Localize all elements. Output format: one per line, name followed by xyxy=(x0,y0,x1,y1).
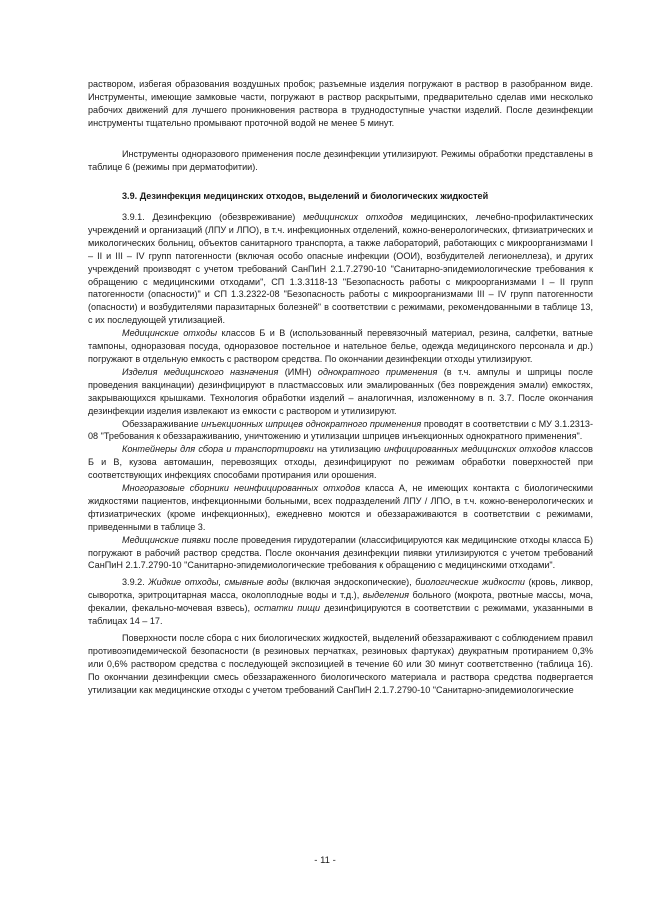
body-text xyxy=(88,211,593,697)
paragraph-reusable-bins xyxy=(88,482,593,534)
italic-term: однократного применения xyxy=(317,366,438,377)
paragraph-medical-devices xyxy=(88,366,593,418)
text-run: 3.9.1. Дезинфекцию (обезвреживание) xyxy=(122,212,304,222)
italic-term: инъекционных шприцев однократного применения xyxy=(201,418,422,429)
text-run: после проведения гирудотерапии (классифицируются как медицинские отходы класса Б) погружают в рабочий раствор средства. После окончания дезинфекции пиявки утилизируются с учетом требований СанПиН 2.1.7.2790-10 "Санитарно-эпидемиологические требования к обращению с медицинскими отходами". xyxy=(88,534,593,571)
paragraph-text: раствором, избегая образования воздушных пробок; разъемные изделия погружают в раствор в разобранном виде. Инструменты, имеющие замковые части, погружают в раствор раскрытыми, предварительно сделав ими несколько рабочих движений для лучшего проникновения раствора в труднодоступные участки изделий. После дезинфекции инструменты тщательно промывают проточной водой не менее 5 минут. xyxy=(88,79,593,128)
italic-term: медицинских отходов xyxy=(303,212,403,222)
italic-term: инфицированных медицинских отходов xyxy=(383,444,557,455)
text-run: (ИМН) xyxy=(278,366,318,377)
text-run: классов Б и В (использованный перевязочный материал, резина, салфетки, ватные тампоны, одноразовая посуда, одноразовое постельное и нательное белье, одежда медицинского персонала и др.) погружают в отдельную емкость с раствором средства. По окончании дезинфекции отходы утилизируют. xyxy=(88,328,593,364)
italic-term: Контейнеры для сбора и транспортировки xyxy=(122,444,314,455)
text-run: 3.9.2. xyxy=(122,577,149,588)
heading-text: 3.9. Дезинфекция медицинских отходов, выделений и биологических жидкостей xyxy=(122,191,489,201)
paragraph-leeches xyxy=(88,534,593,573)
italic-term: Медицинские пиявки xyxy=(122,534,211,545)
italic-term: Изделия медицинского назначения xyxy=(122,366,279,377)
section-heading xyxy=(88,190,593,203)
text-run: (кровь, ликвор, сыворотка, эритроцитарная масса, околоплодные воды и т.д.), xyxy=(88,577,593,601)
text-run: (в т.ч. ампулы и шприцы после проведения вакцинации) дезинфицируют в пластмассовых или эмалированных (без повреждения эмали) емкостях, закрывающихся крышками. Технология обработки изделий – аналогичная, изложенному в п. 3.7. После окончания дезинфекции изделия извлекают из емкости с раствором и утилизируют. xyxy=(88,366,593,416)
text-run: класса А, не имеющих контакта с биологическими жидкостями пациентов, инфекционными больными, всех подразделений ЛПУ / ЛПО, в т.ч. кожно-венерологических и фтизиатрических (кроме инфекционных), ежедневно моются и обеззараживаются в соответствии с режимами, приведенными в таблице 3. xyxy=(88,483,593,532)
italic-term: Многоразовые сборники неинфицированных отходов xyxy=(122,483,361,494)
text-run: (включая эндоскопические), xyxy=(288,577,416,588)
text-run: Обеззараживание xyxy=(122,418,202,429)
text-run: проводят в соответствии с МУ 3.1.2313-08 "Требования к обеззараживанию, уничтожению и утилизации шприцев инъекционных однократного применения". xyxy=(88,418,593,442)
paragraph-surfaces: Поверхности после сбора с них биологических жидкостей, выделений обеззараживают с соблюдением правил противоэпидемической безопасности (в резиновых перчатках, резиновых фартуках) двукратным протиранием 0,3% или 0,6% раствором средства с последующей экспозицией в течение 60 или 30 минут соответственно (таблица 16). По окончании дезинфекции смесь обеззараженного биологического материала и раствора средства подвергается утилизации как медицинские отходы с учетом требований СанПиН 2.1.7.2790-10 "Санитарно-эпидемиологические xyxy=(88,633,593,695)
paragraph-continued xyxy=(88,78,593,130)
italic-term: Медицинские отходы xyxy=(122,328,218,339)
paragraph-3-9-1 xyxy=(88,211,593,327)
italic-term: остатки пищи xyxy=(254,603,321,614)
text-run: дезинфицируются в соответствии с режимами, указанными в таблицах 14 – 17. xyxy=(88,603,593,627)
paragraph-syringes xyxy=(88,418,593,444)
paragraph-text: Инструменты одноразового применения после дезинфекции утилизируют. Режимы обработки представлены в таблице 6 (режимы при дерматофитии). xyxy=(88,149,593,172)
page-number: - 11 - xyxy=(314,855,336,866)
text-run: больного (мокрота, рвотные массы, моча, фекалии, фекально-мочевая взвесь), xyxy=(88,590,593,614)
text-run: классов Б и В, кузова автомашин, перевозящих отходы, дезинфицируют по режимам обработки поверхностей при соответствующих инфекциях способами протирания или орошения. xyxy=(88,444,593,481)
paragraph-disposable-instruments xyxy=(88,148,593,174)
paragraph-3-9-2 xyxy=(88,576,593,628)
italic-term: Жидкие отходы, смывные воды xyxy=(148,577,289,588)
italic-term: биологические жидкости xyxy=(415,577,525,588)
paragraph-medical-waste xyxy=(88,327,593,366)
italic-term: выделения xyxy=(362,590,410,601)
paragraph-containers xyxy=(88,443,593,482)
text-run: на утилизацию xyxy=(313,444,384,455)
text-run: медицинских, лечебно-профилактических учреждений и организаций (ЛПУ и ЛПО), в т.ч. инфекционных отделений, кожно-венерологических, фтизиатрических и микологических больниц, объектов санитарного транспорта, а также лабораторий, работающих с микроорганизмами I – II и III – IV групп патогенности (включая особо опасные инфекции (ООИ), возбудителей легионеллеза), и других учреждений производят с учетом требований СанПиН 2.1.7.2790-10 "Санитарно-эпидемиологические требования к обращению с медицинскими отходами", СП 1.3.3118-13 "Безопасность работы с микроорганизмами I – II групп патогенности (опасности)" и СП 1.3.2322-08 "Безопасность работы с микроорганизмами III – IV групп патогенности (опасности) и возбудителями паразитарных болезней" в соответствии с режимами, рекомендованными в таблице 13, с их последующей утилизацией. xyxy=(88,212,593,326)
